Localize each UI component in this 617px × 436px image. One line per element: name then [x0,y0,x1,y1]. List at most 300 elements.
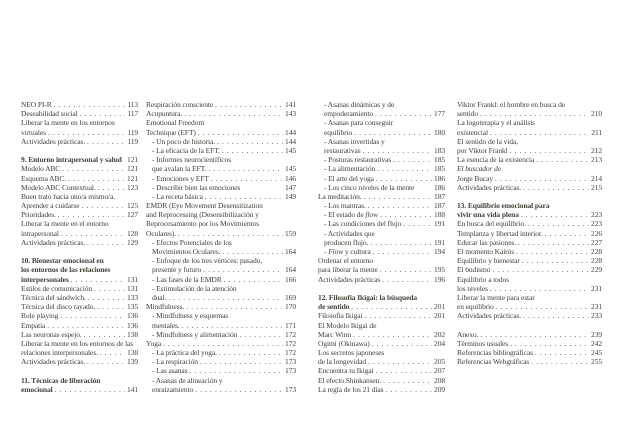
toc-entry-title: en equilibrio [457,302,494,312]
toc-section-heading [21,256,138,265]
toc-entry [457,229,602,238]
toc-entry [21,174,138,183]
toc-entry-title: 12. Filosofía Ikigai: la búsqueda [318,292,418,302]
toc-entry-title: Liberar la mente en el entorno [21,219,109,229]
dot-leader [224,275,283,284]
toc-page-number: 209 [434,384,445,394]
toc-entry-title: de la longevidad [318,357,366,367]
toc-page-number: 233 [591,311,602,321]
dot-leader [219,348,283,357]
toc-entry [146,348,296,357]
dot-leader [380,265,432,274]
toc-entry-title: - La eficacia de la EFT. [152,145,220,155]
toc-page-number: 128 [127,228,138,238]
toc-entry [457,247,602,256]
dot-leader [98,183,125,192]
dot-leader [523,311,589,320]
toc-entry [457,330,602,339]
toc-entry-title: Equilibrio y bienestar [457,256,520,266]
toc-entry [146,174,296,183]
toc-entry [457,284,602,293]
toc-page-number: 188 [434,210,445,220]
dot-leader [531,357,589,366]
dot-leader [364,192,432,201]
toc-section-gap [457,192,602,201]
toc-entry-title: Templanza y libertad interior. [457,228,543,238]
toc-entry [21,118,138,127]
toc-entry [21,137,138,146]
toc-entry-title: Empatía [21,320,46,330]
toc-entry-title: Movimientos Oculares. [152,247,221,256]
dot-leader [239,330,283,339]
toc-page-number: 231 [591,283,602,293]
dot-leader [354,128,432,137]
dot-leader [380,210,432,219]
toc-entry-title: Actividades prácticas [318,274,381,284]
toc-page-number: 208 [434,375,445,385]
dot-leader [97,302,125,311]
toc-entry-title: - Un poco de historia. [152,136,215,146]
toc-entry-title: - Mindfulness y alimentación [152,329,238,339]
dot-leader [363,146,432,155]
toc-entry [146,238,296,247]
toc-entry-title: 13. Equilibrio emocional para [457,201,550,211]
toc-page-number: 180 [434,127,445,137]
toc-entry-title: los entornos de las relaciones [21,265,111,275]
toc-entry-title: - La práctica del yoga. [152,348,217,358]
toc-entry [146,164,296,173]
toc-entry-title: Términos usuales [457,338,509,348]
toc-page-number: 202 [434,329,445,339]
toc-entry [21,330,138,339]
toc-page-number: 121 [127,164,138,174]
toc-section-gap [318,284,445,293]
toc-entry [21,357,138,366]
toc-entry-title: vivir una vida plena [457,210,519,220]
dot-leader [368,201,432,210]
toc-entry [457,155,602,164]
dot-leader [480,330,589,339]
toc-entry [146,247,296,256]
toc-entry [457,128,602,137]
toc-page-number: 191 [434,237,445,247]
dot-leader [84,330,125,339]
toc-entry [21,302,138,311]
toc-entry [146,275,296,284]
toc-entry [21,201,138,210]
toc-entry-title: existencial [457,127,488,137]
dot-leader [80,109,126,118]
dot-leader [60,311,125,320]
toc-entry [318,256,445,265]
toc-entry [457,183,602,192]
toc-page-number: 121 [127,173,138,183]
toc-entry-title: enraizamiento [152,384,194,394]
toc-entry-title: - Las asanas [152,366,188,376]
dot-leader [518,238,589,247]
toc-entry-title: Liberar la mente en los entornos de las [21,338,134,348]
toc-entry [146,210,296,219]
toc-entry [21,293,138,302]
dot-leader [510,146,589,155]
toc-entry [21,164,138,173]
dot-leader [222,146,283,155]
toc-entry-title: Equilibrio a todos [457,274,509,284]
toc-page-number: 226 [591,228,602,238]
toc-entry [318,376,445,385]
toc-entry [457,275,602,284]
toc-entry-title: interpersonales [21,274,69,284]
toc-entry [457,357,602,366]
dot-leader [62,164,125,173]
toc-entry-title: - Emociones y EFT [152,173,209,183]
toc-section-gap [21,247,138,256]
toc-entry-title: Viktor Frankl: el hombre en busca de [457,100,566,109]
toc-page-number: 186 [434,173,445,183]
toc-entry-title: La logoterapia y el análisis [457,118,536,128]
dot-leader [375,109,432,118]
toc-entry [318,137,445,146]
toc-page-number: 141 [285,100,296,109]
toc-entry-title: Marc Winn [318,329,352,339]
toc-page-number: 131 [127,283,138,293]
toc-page-number: 211 [591,127,602,137]
toc-entry [457,146,602,155]
toc-entry [457,219,602,228]
dot-leader [536,155,589,164]
toc-entry [146,302,296,311]
toc-entry [318,128,445,137]
toc-entry-title: Prioridades. [21,210,56,220]
toc-entry [146,284,296,293]
toc-entry-title: relaciones interpersonales. [21,348,98,358]
dot-leader [184,109,283,118]
toc-entry-title: Reprocesamiento por los Movimientos [146,219,259,229]
toc-entry-title: Los secretos japoneses [318,348,385,358]
toc-entry-title: que avalan la EFT. [152,164,207,174]
dot-leader [373,247,433,256]
toc-entry-title: - Estimulación de la atención [152,283,237,293]
toc-page-number: 149 [285,191,296,201]
toc-entry-title: intrapersonal [21,228,59,238]
dot-leader [94,284,125,293]
toc-entry-title: - Efectos Potenciales de los [152,237,232,247]
toc-entry-title: por Viktor Frankl [457,145,508,155]
toc-page-number: 223 [591,219,602,229]
dot-leader [522,256,589,265]
toc-entry-title: - Los mantras. [324,201,366,211]
toc-entry [457,265,602,274]
dot-leader [88,293,125,302]
toc-page-number: 173 [285,384,296,394]
dot-leader [521,210,589,219]
toc-entry [457,293,602,302]
toc-entry-title: dual. [152,292,167,302]
toc-section-heading [318,293,445,302]
toc-entry [457,302,602,311]
toc-entry [146,100,296,109]
toc-page-number: 135 [127,302,138,312]
toc-page-number: 177 [434,109,445,119]
toc-page-number: 164 [285,247,296,256]
toc-page-number: 231 [591,302,602,312]
dot-leader [163,339,283,348]
toc-entry-title: Ogimi (Okinawa) [318,338,370,348]
toc-entry-title: equilibrio [324,127,353,137]
toc-entry [21,219,138,228]
toc-page-number: 245 [591,348,602,358]
toc-entry [146,128,296,137]
toc-entry [318,330,445,339]
toc-entry-title: - Asanas para conseguir [324,118,394,128]
toc-entry-title: Liberar la mente en los entornos [21,118,115,128]
toc-entry [146,293,296,302]
toc-entry [146,339,296,348]
dot-leader [528,219,589,228]
dot-leader [495,174,589,183]
dot-leader [403,219,432,228]
toc-entry [21,210,138,219]
toc-entry [146,265,296,274]
toc-page-number: 119 [127,136,138,146]
toc-page-number: 191 [434,219,445,229]
toc-entry-title: NEO PI-R [21,100,52,109]
toc-page-number: 141 [127,384,138,394]
toc-page-number: 113 [127,100,138,109]
toc-entry [318,385,445,394]
dot-leader [222,247,283,256]
toc-entry-title: Actividades prácticas. [457,182,522,192]
toc-entry-title: and Reprocessing (Desensibilización y [146,210,259,220]
dot-leader [510,339,589,348]
dot-leader [376,174,432,183]
toc-page-number: 196 [434,274,445,284]
dot-leader [178,229,283,238]
toc-entry [318,109,445,118]
dot-leader [200,357,283,366]
toc-entry [21,109,138,118]
toc-entry-title: Filosofía Ikigai [318,311,363,321]
toc-page-number: 172 [285,348,296,358]
toc-entry [318,164,445,173]
dot-leader [353,330,432,339]
toc-page-number: 119 [127,127,138,137]
toc-entry-title: La regla de los 21 días [318,384,384,394]
toc-entry [318,192,445,201]
toc-entry-title: Respiración consciente [146,100,214,109]
toc-entry [146,321,296,330]
toc-entry-title: En busca del equilibrio. [457,219,526,229]
toc-entry-title: - Asanas invertidas y [324,136,385,146]
dot-leader [58,210,125,219]
toc-entry-title: emocional [21,384,53,394]
toc-entry [146,385,296,394]
dot-leader [370,238,432,247]
toc-entry [318,229,445,238]
toc-entry [21,238,138,247]
toc-page-number: 210 [591,109,602,119]
toc-entry [21,128,138,137]
dot-leader [100,348,125,357]
dot-leader [71,275,125,284]
toc-page-number: 145 [285,164,296,174]
dot-leader [198,128,283,137]
toc-column-right-2 [457,100,602,366]
toc-entry [21,339,138,348]
toc-entry [318,238,445,247]
toc-entry-title: El Modelo Ikigai de [318,320,377,330]
toc-entry-title: El efecto Shinkansen. [318,375,382,385]
toc-entry [21,311,138,320]
toc-entry-title: producen flujo. [324,237,369,247]
toc-entry [457,311,602,320]
toc-entry [146,330,296,339]
toc-entry [318,174,445,183]
toc-page-number: 204 [434,338,445,348]
toc-entry-title: El momento Kairós [457,247,515,256]
toc-entry [146,137,296,146]
toc-entry [318,210,445,219]
toc-entry [146,155,296,164]
toc-entry [21,284,138,293]
toc-entry-title: los niveles [457,283,488,293]
toc-section-gap [21,366,138,375]
toc-page-number: 138 [127,329,138,339]
toc-page-number: 229 [591,265,602,275]
toc-entry-title: restaurativas [324,145,361,155]
dot-leader [55,385,125,394]
toc-page-number: 212 [591,145,602,155]
toc-entry-title: Liberar la mente para estar [457,292,535,302]
toc-page-number: 139 [127,357,138,367]
dot-leader [490,284,589,293]
toc-entry [318,348,445,357]
toc-entry-title: Role playing [21,311,59,321]
toc-entry-title: - La alimentación [324,164,376,174]
toc-entry [146,109,296,118]
toc-section-heading [318,302,445,311]
toc-entry-title: - Las condiciones del flujo [324,219,402,229]
toc-entry-title: El budismo [457,265,491,275]
toc-entry-title: - Describir bien las emociones [152,182,241,192]
toc-page-number: 239 [591,329,602,339]
toc-page-number: 185 [434,164,445,174]
toc-page-number: 228 [591,256,602,266]
toc-page-number: 207 [434,366,445,376]
dot-leader [383,376,432,385]
toc-page-number: 145 [285,145,296,155]
dot-leader [47,321,125,330]
dot-leader [87,238,125,247]
toc-entry [21,183,138,192]
dot-leader [87,357,125,366]
toc-entry-title: mentales. [152,320,180,330]
dot-leader [545,229,589,238]
toc-entry-title: Aprender a cuidarse [21,201,80,211]
toc-page-number: 185 [434,155,445,165]
toc-page-number: 201 [434,311,445,321]
toc-page-number: 133 [127,292,138,302]
toc-page-number: 131 [127,274,138,284]
toc-section-heading [21,155,138,164]
toc-section-heading [457,210,602,219]
toc-entry-title: - Mindfulness y esquemas [152,311,229,321]
toc-column-left-1 [21,100,138,394]
toc-page-number: 121 [127,155,138,165]
toc-entry [21,348,138,357]
toc-entry-title: para liberar la mente [318,265,378,275]
dot-leader [382,275,432,284]
toc-entry [457,339,602,348]
toc-page-number: 125 [127,201,138,211]
dot-leader [351,302,432,311]
toc-entry [21,321,138,330]
toc-entry-title: 11. Técnicas de liberación [21,375,101,385]
toc-entry [457,164,602,173]
toc-page-number: 164 [285,265,296,275]
toc-entry [21,192,138,201]
dot-leader [48,128,125,137]
toc-entry-title: Deseabilidad social [21,109,78,119]
toc-entry [146,118,296,127]
toc-page-number: 213 [591,155,602,165]
toc-entry-title: Acupuntura. [146,109,183,119]
dot-leader [535,348,589,357]
toc-entry [318,155,445,164]
dot-leader [211,174,283,183]
dot-leader [186,302,283,311]
toc-entry [318,366,445,375]
dot-leader [61,229,125,238]
toc-entry-title: Mindfulness. [146,302,185,312]
toc-entry-title: Actividades prácticas. [21,357,86,367]
toc-entry-title: de sentido [318,302,350,312]
dot-leader [376,366,432,375]
toc-page-number: 159 [285,228,296,238]
toc-entry-title: 10. Bienestar emocional en [21,256,104,266]
toc-page-number: 172 [285,329,296,339]
dot-leader [385,385,432,394]
toc-page-number: 172 [285,338,296,348]
toc-page-number: 186 [434,182,445,192]
toc-entry [318,265,445,274]
dot-leader [393,155,432,164]
toc-page-number: 138 [127,348,138,358]
toc-entry [146,366,296,375]
toc-entry [146,256,296,265]
toc-entry-title: El buscador de [457,164,502,174]
toc-section-gap [21,146,138,155]
toc-entry-title: - Posturas restaurativas [324,155,392,165]
dot-leader [215,100,283,109]
toc-page-number: 255 [591,357,602,367]
toc-page-number: 187 [434,201,445,211]
toc-page-number: 127 [127,210,138,220]
dot-leader [364,311,432,320]
dot-leader [368,357,432,366]
toc-entry-title: - Flow y cultura [324,247,371,256]
toc-entry-title: - El arte del yoga [324,173,374,183]
toc-page-number: 136 [127,311,138,321]
toc-entry-title: Jorge Bucay [457,173,494,183]
dot-leader [377,164,432,173]
toc-entry-title: Referencias bibliográficas [457,348,533,358]
toc-entry [457,118,602,127]
dot-leader [516,247,589,256]
toc-page-number: 143 [285,109,296,119]
toc-entry [318,321,445,330]
toc-entry [318,118,445,127]
